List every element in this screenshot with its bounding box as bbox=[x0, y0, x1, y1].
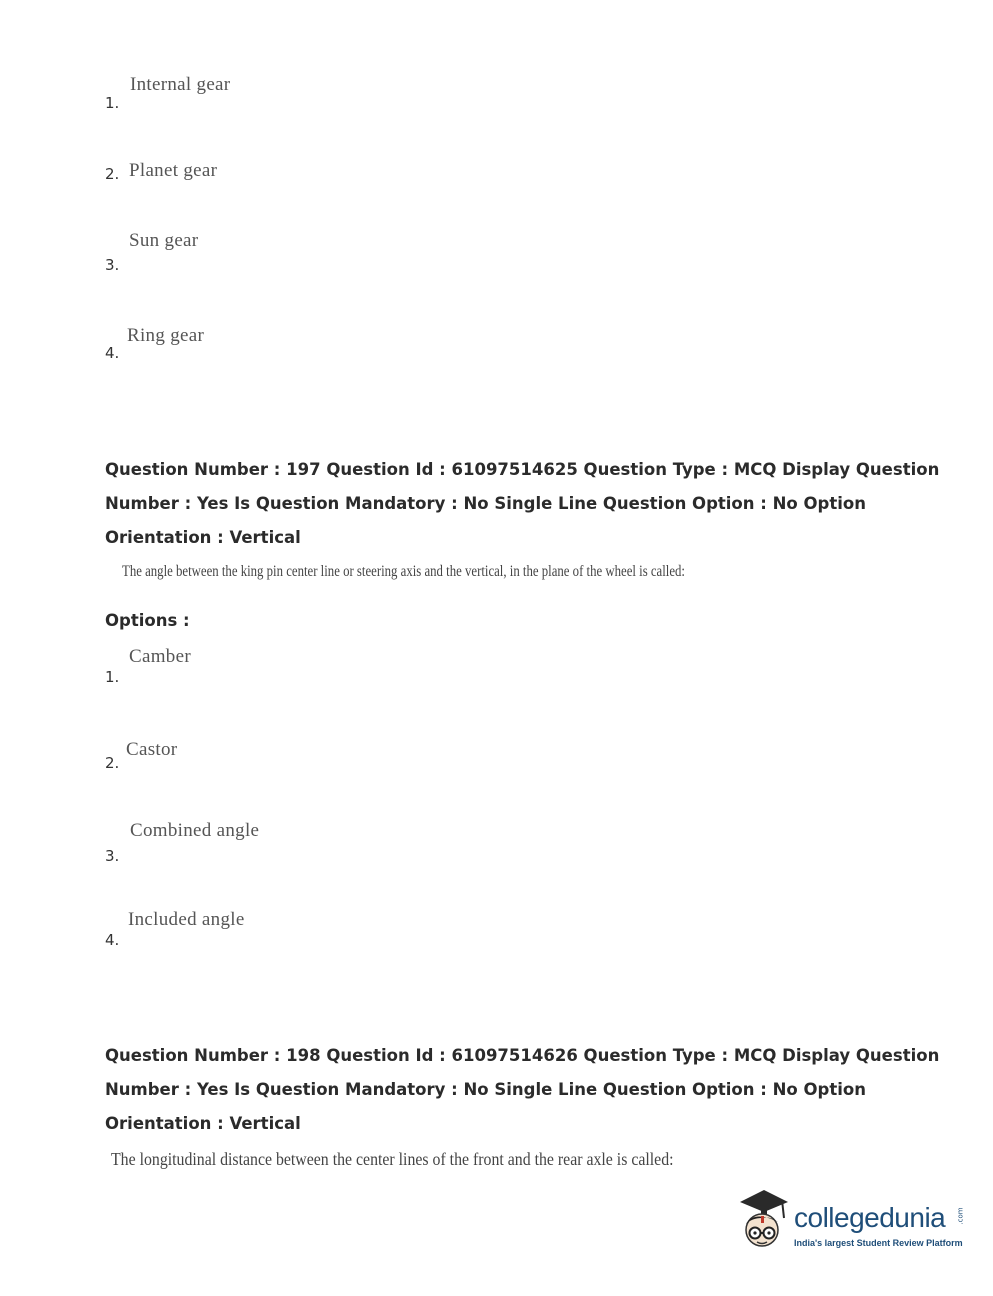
prev-option-1-text: Internal gear bbox=[130, 74, 231, 95]
collegedunia-logo[interactable] bbox=[734, 1188, 964, 1260]
brand-suffix: .com bbox=[956, 1207, 965, 1225]
question-197-text: The angle between the king pin center line or steering axis and the vertical, in the plane of the wheel is called: bbox=[122, 563, 685, 580]
q197-option-4-text: Included angle bbox=[128, 909, 245, 930]
question-198-meta-line-1: Question Number : 198 Question Id : 61097514626 Question Type : MCQ Display Question bbox=[105, 1046, 940, 1065]
brand-tagline: India's largest Student Review Platform bbox=[794, 1238, 963, 1248]
question-197-meta-line-1: Question Number : 197 Question Id : 61097514625 Question Type : MCQ Display Question bbox=[105, 460, 940, 479]
prev-option-2-text: Planet gear bbox=[129, 160, 218, 181]
brand-name: collegedunia bbox=[794, 1202, 946, 1233]
q197-option-3-number: 3. bbox=[105, 847, 120, 865]
prev-option-4-number: 4. bbox=[105, 344, 120, 362]
prev-option-4-text: Ring gear bbox=[127, 325, 205, 346]
question-198-meta-line-3: Orientation : Vertical bbox=[105, 1114, 301, 1133]
q197-option-3-text: Combined angle bbox=[130, 820, 260, 841]
prev-option-3-number: 3. bbox=[105, 256, 120, 274]
q197-option-4-number: 4. bbox=[105, 931, 120, 949]
prev-option-2-number: 2. bbox=[105, 165, 120, 183]
question-197-meta-line-2: Number : Yes Is Question Mandatory : No Single Line Question Option : No Option bbox=[105, 494, 866, 513]
prev-option-3-text: Sun gear bbox=[129, 230, 199, 251]
q197-option-1-number: 1. bbox=[105, 668, 120, 686]
question-197-meta-line-3: Orientation : Vertical bbox=[105, 528, 301, 547]
q197-option-1-text: Camber bbox=[129, 646, 191, 667]
question-198-meta-line-2: Number : Yes Is Question Mandatory : No Single Line Question Option : No Option bbox=[105, 1080, 866, 1099]
q197-option-2-number: 2. bbox=[105, 754, 120, 772]
q197-option-2-text: Castor bbox=[126, 739, 178, 760]
options-label: Options : bbox=[105, 611, 190, 630]
mascot-icon bbox=[734, 1188, 794, 1260]
question-198-text: The longitudinal distance between the center lines of the front and the rear axle is called: bbox=[111, 1149, 674, 1169]
prev-option-1-number: 1. bbox=[105, 94, 120, 112]
